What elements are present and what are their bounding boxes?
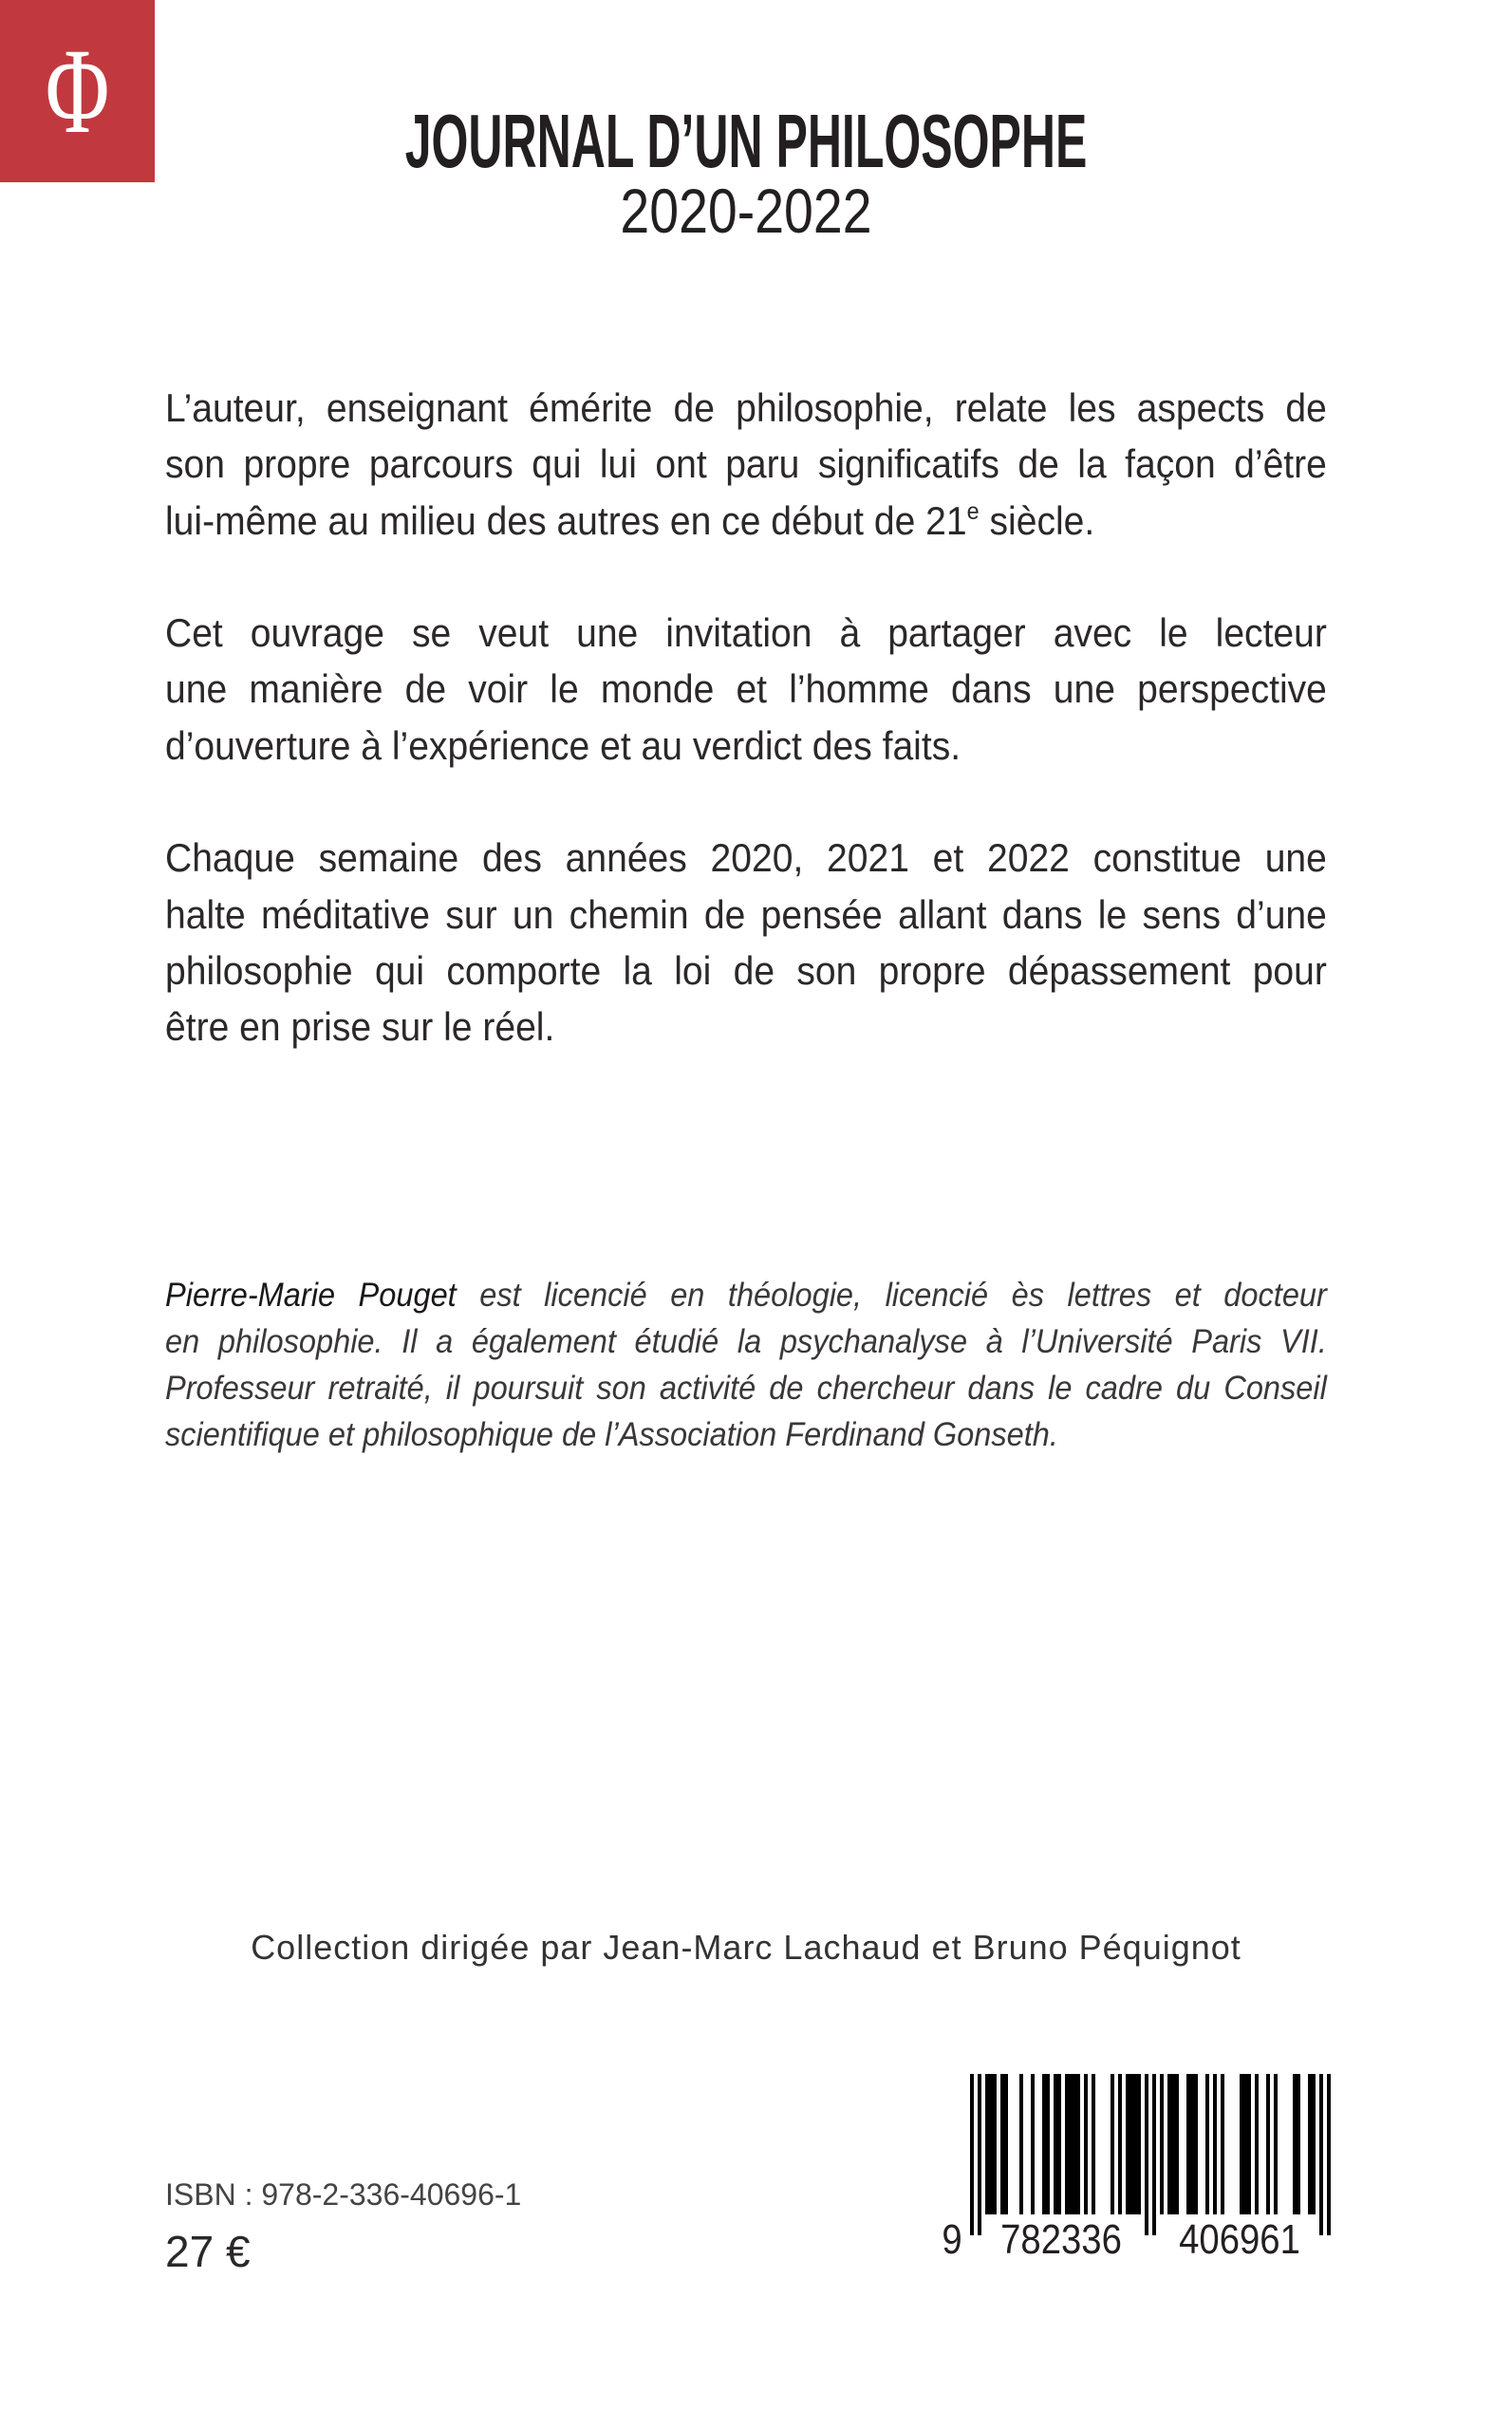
barcode-bar xyxy=(1293,2074,1300,2214)
author-bio xyxy=(165,1272,1327,1458)
phi-logo-icon: Φ xyxy=(45,24,110,159)
publisher-logo xyxy=(0,0,155,182)
text-line: philosophie qui comporte la loi de son propre dépassement pour xyxy=(165,947,1327,993)
isbn: ISBN : 978-2-336-40696-1 xyxy=(165,2177,522,2212)
text-line: être en prise sur le réel. xyxy=(165,1004,555,1050)
barcode-bar xyxy=(1126,2074,1141,2214)
text-line: Professeur retraité, il poursuit son activité de chercheur dans le cadre du Conseil xyxy=(165,1370,1327,1407)
barcode-bar xyxy=(1255,2074,1259,2214)
barcode-guard-bar xyxy=(970,2074,974,2235)
barcode-bar xyxy=(1065,2074,1080,2214)
barcode-bar xyxy=(1160,2074,1164,2214)
text-line: son propre parcours qui lui ont paru significatifs de la façon d’être xyxy=(165,441,1327,487)
text-line: d’ouverture à l’expérience et au verdict des faits. xyxy=(165,722,961,768)
text-line: L’auteur, enseignant émérite de philosophie, relate les aspects de xyxy=(165,385,1327,430)
barcode-guard-bar xyxy=(1152,2074,1156,2235)
barcode-bar xyxy=(1167,2074,1179,2214)
text-line: scientifique et philosophique de l’Association Ferdinand Gonseth. xyxy=(165,1416,1058,1453)
description-paragraph xyxy=(165,380,1327,549)
barcode xyxy=(970,2074,1331,2235)
barcode-right-digits: 406961 xyxy=(1179,2216,1300,2263)
barcode-bar xyxy=(1266,2074,1270,2214)
author-name: Pierre-Marie Pouget xyxy=(165,1277,457,1314)
collection-credit: Collection dirigée par Jean-Marc Lachaud et Bruno Péquignot xyxy=(251,1928,1241,1967)
barcode-first-digit: 9 xyxy=(942,2216,962,2263)
text-line xyxy=(165,1272,1327,1318)
barcode-bar xyxy=(1084,2074,1088,2214)
barcode-bar xyxy=(1186,2074,1198,2214)
barcode-bar xyxy=(985,2074,997,2214)
barcode-bar xyxy=(1031,2074,1035,2214)
description-paragraph xyxy=(165,830,1327,1055)
price: 27 € xyxy=(165,2227,251,2276)
text-line: une manière de voir le monde et l’homme dans une perspective xyxy=(165,666,1327,712)
text-line xyxy=(165,493,1327,549)
text-line: en philosophie. Il a également étudié la psychanalyse à l’Université Paris VII. xyxy=(165,1323,1327,1360)
barcode-bar xyxy=(1019,2074,1023,2214)
barcode-guard-bar xyxy=(1327,2074,1331,2235)
book-years: 2020-2022 xyxy=(620,176,872,246)
barcode-bar xyxy=(1213,2074,1217,2214)
book-description xyxy=(165,380,1327,1111)
barcode-left-digits: 782336 xyxy=(1000,2216,1122,2263)
barcode-bar xyxy=(1054,2074,1061,2214)
barcode-bar xyxy=(1274,2074,1278,2214)
text-segment: lui-même au milieu des autres en ce début de 21 xyxy=(165,497,967,543)
barcode-bar xyxy=(1205,2074,1209,2214)
ordinal-superscript: e xyxy=(966,498,980,526)
barcode-guard-bar xyxy=(1145,2074,1148,2235)
text-line: Chaque semaine des années 2020, 2021 et 2022 constitue une xyxy=(165,835,1327,881)
description-paragraph xyxy=(165,605,1327,774)
barcode-bar xyxy=(1092,2074,1095,2214)
barcode-bar xyxy=(1000,2074,1008,2214)
barcode-guard-bar xyxy=(1319,2074,1323,2235)
barcode-guard-bar xyxy=(978,2074,981,2235)
barcode-bar xyxy=(1308,2074,1316,2214)
barcode-bar xyxy=(1118,2074,1122,2214)
text-line: Cet ouvrage se veut une invitation à partager avec le lecteur xyxy=(165,610,1327,656)
barcode-bar xyxy=(1221,2074,1224,2214)
text-segment: siècle. xyxy=(979,497,1095,543)
text-segment: est licencié en théologie, licencié ès lettres et docteur xyxy=(456,1277,1327,1314)
text-line: halte méditative sur un chemin de pensée allant dans le sens d’une xyxy=(165,891,1327,937)
barcode-bar xyxy=(1240,2074,1251,2214)
barcode-bar xyxy=(1111,2074,1114,2214)
book-title: JOURNAL D’UN PHILOSOPHE xyxy=(404,99,1088,183)
barcode-bar xyxy=(1042,2074,1050,2214)
